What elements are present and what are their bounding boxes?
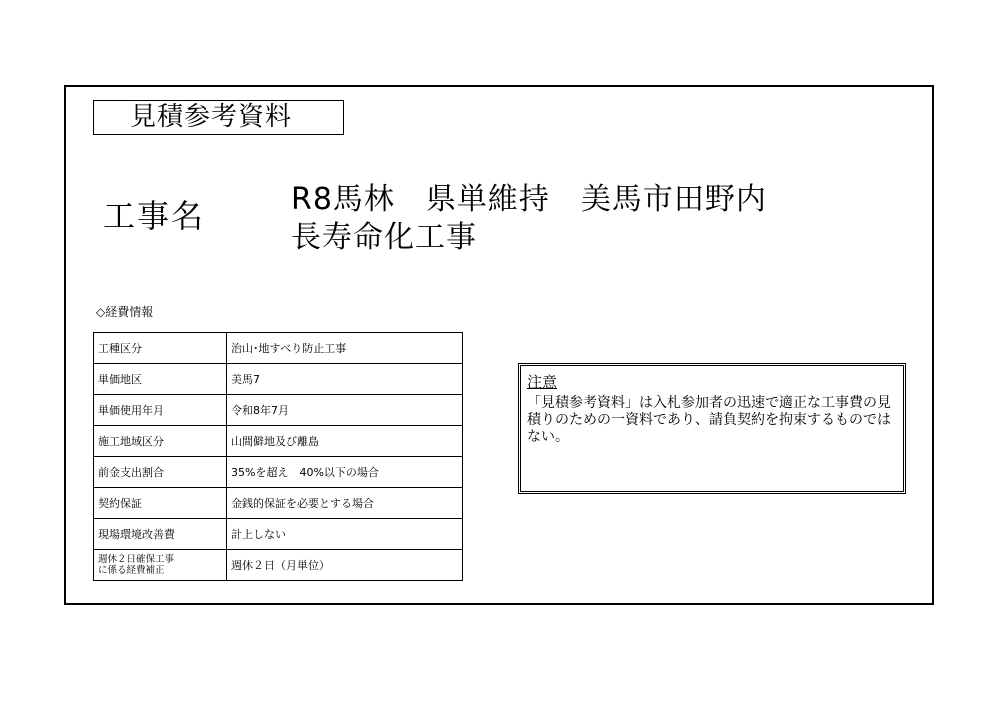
row-value: 35%を超え 40%以下の場合	[227, 457, 463, 488]
row-key: 現場環境改善費	[94, 519, 227, 550]
row-value: 美馬7	[227, 364, 463, 395]
table-row	[94, 426, 463, 457]
row-key: 単価使用年月	[94, 395, 227, 426]
row-key: 工種区分	[94, 333, 227, 364]
row-value: 令和8年7月	[227, 395, 463, 426]
table-row	[94, 395, 463, 426]
project-name	[291, 181, 767, 257]
table-row	[94, 519, 463, 550]
row-value: 週休２日（月単位）	[227, 550, 463, 581]
row-key: 施工地域区分	[94, 426, 227, 457]
table-row	[94, 333, 463, 364]
row-value: 計上しない	[227, 519, 463, 550]
notice-body: 「見積参考資料」は入札参加者の迅速で適正な工事費の見積りのための一資料であり、請負契約を拘束するものではない。	[527, 395, 891, 445]
table-row	[94, 457, 463, 488]
project-name-line-1: R8馬林 県単維持 美馬市田野内	[291, 182, 767, 217]
row-value: 山間僻地及び離島	[227, 426, 463, 457]
table-row	[94, 550, 463, 581]
project-label: 工事名	[103, 197, 206, 235]
row-key-line-2: に係る経費補正	[98, 565, 165, 576]
notice-title: 注意	[527, 373, 558, 391]
document-title: 見積参考資料	[93, 100, 344, 135]
row-key: 契約保証	[94, 488, 227, 519]
table-row	[94, 364, 463, 395]
row-value: 治山･地すべり防止工事	[227, 333, 463, 364]
table-row	[94, 488, 463, 519]
row-value: 金銭的保証を必要とする場合	[227, 488, 463, 519]
expense-info-table	[93, 332, 463, 581]
row-key	[94, 550, 227, 581]
row-key: 単価地区	[94, 364, 227, 395]
expense-info-heading: ◇経費情報	[96, 305, 154, 319]
row-key-line-1: 週休２日確保工事	[98, 554, 175, 565]
row-key: 前金支出割合	[94, 457, 227, 488]
notice-box	[518, 363, 906, 494]
project-name-line-2: 長寿命化工事	[291, 220, 477, 255]
